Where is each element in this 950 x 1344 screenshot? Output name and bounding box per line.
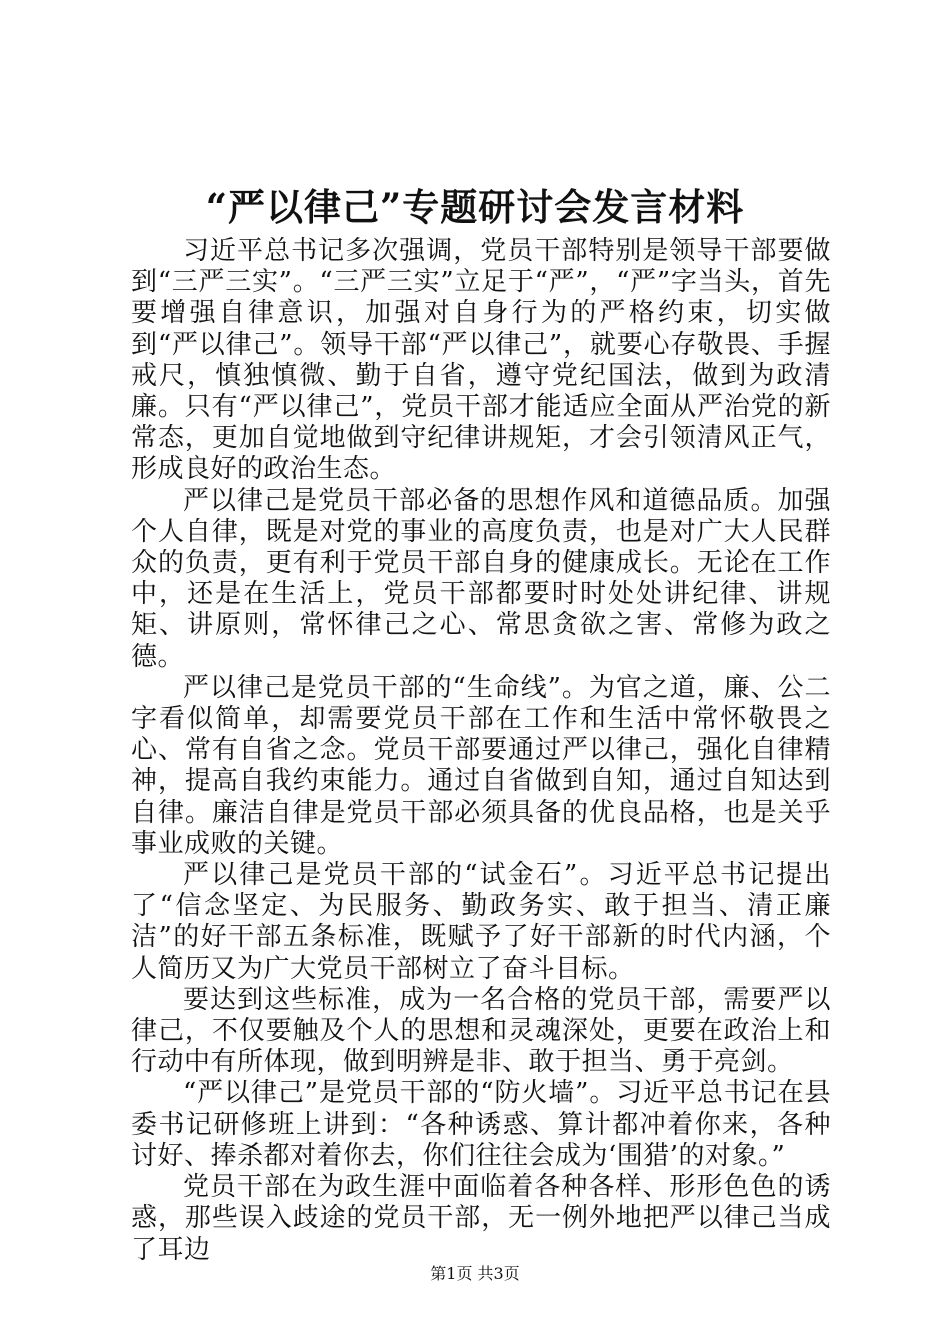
document-body — [131, 236, 831, 1266]
paragraph-7: 党员干部在为政生涯中面临着各种各样、形形色色的诱惑，那些误入歧途的党员干部，无一例外地把严以律己当成了耳边 — [131, 1172, 831, 1265]
paragraph-1: 习近平总书记多次强调，党员干部特别是领导干部要做到“三严三实”。“三严三实”立足于“严”，“严”字当头，首先要增强自律意识，加强对自身行为的严格约束，切实做到“严以律己”。领导干部“严以律己”，就要心存敬畏、手握戒尺，慎独慎微、勤于自省，遵守党纪国法，做到为政清廉。只有“严以律己”，党员干部才能适应全面从严治党的新常态，更加自觉地做到守纪律讲规矩，才会引领清风正气，形成良好的政治生态。 — [131, 236, 831, 485]
document-title: “严以律己”专题研讨会发言材料 — [205, 185, 745, 229]
paragraph-2: 严以律己是党员干部必备的思想作风和道德品质。加强个人自律，既是对党的事业的高度负责，也是对广大人民群众的负责，更有利于党员干部自身的健康成长。无论在工作中，还是在生活上，党员干部都要时时处处讲纪律、讲规矩、讲原则，常怀律己之心、常思贪欲之害、常修为政之德。 — [131, 485, 831, 672]
paragraph-6: “严以律己”是党员干部的“防火墙”。习近平总书记在县委书记研修班上讲到：“各种诱惑、算计都冲着你来，各种讨好、捧杀都对着你去，你们往往会成为‘围猎’的对象。” — [131, 1078, 831, 1171]
paragraph-4: 严以律己是党员干部的“试金石”。习近平总书记提出了“信念坚定、为民服务、勤政务实、敢于担当、清正廉洁”的好干部五条标准，既赋予了好干部新的时代内涵，个人简历又为广大党员干部树立了奋斗目标。 — [131, 860, 831, 984]
page-number-footer: 第1页 共3页 — [430, 1264, 520, 1283]
paragraph-5: 要达到这些标准，成为一名合格的党员干部，需要严以律己，不仅要触及个人的思想和灵魂深处，更要在政治上和行动中有所体现，做到明辨是非、敢于担当、勇于亮剑。 — [131, 984, 831, 1078]
paragraph-3: 严以律己是党员干部的“生命线”。为官之道，廉、公二字看似简单，却需要党员干部在工作和生活中常怀敬畏之心、常有自省之念。党员干部要通过严以律己，强化自律精神，提高自我约束能力。通过自省做到自知，通过自知达到自律。廉洁自律是党员干部必须具备的优良品格，也是关乎事业成败的关键。 — [131, 672, 831, 859]
